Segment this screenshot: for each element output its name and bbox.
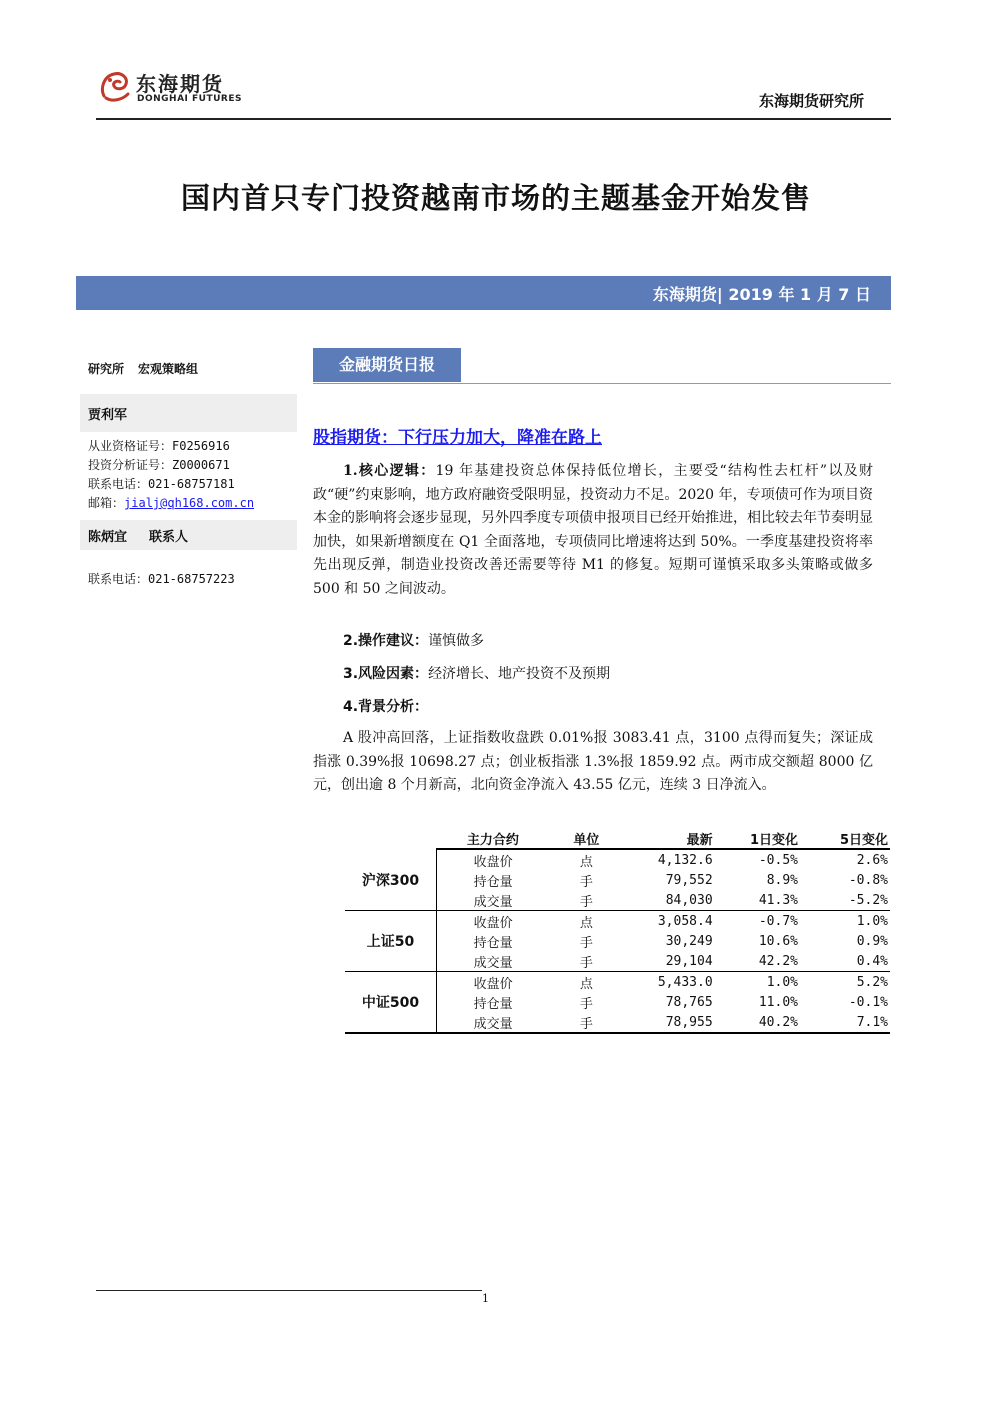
risk-factors [343, 663, 610, 683]
unit-cell: 点 [579, 915, 593, 931]
sidebar-department [88, 360, 212, 377]
change-1d-cell: 40.2% [715, 1012, 800, 1033]
futures-data-table [345, 828, 890, 1034]
header-divider [96, 118, 891, 120]
metric-cell: 成交量 [436, 1012, 549, 1033]
table-row [345, 849, 890, 870]
unit-cell: 点 [579, 976, 593, 992]
analyst-block [80, 394, 297, 432]
change-1d-cell: 41.3% [715, 890, 800, 911]
metric-cell: 成交量 [436, 890, 549, 911]
risk-factors-text: 经济增长、地产投资不及预期 [428, 666, 611, 682]
date-banner [76, 276, 891, 310]
latest-cell: 78,765 [665, 994, 713, 1010]
table-header-contract: 主力合约 [436, 828, 549, 849]
banner-date-text: 东海期货| 2019 年 1 月 7 日 [652, 285, 871, 304]
operation-advice-label: 2.操作建议： [343, 633, 429, 649]
table-row [345, 911, 890, 932]
operation-advice [343, 630, 484, 650]
contract-name-cell: 上证50 [345, 911, 436, 972]
contract-name-cell: 沪深300 [345, 849, 436, 911]
core-logic-paragraph [313, 460, 873, 601]
logo-english-name: DONGHAI FUTURES [137, 94, 242, 104]
unit-cell: 手 [549, 890, 623, 911]
latest-cell: 4,132.6 [657, 852, 713, 868]
table-header-row [345, 828, 890, 849]
institute-name: 东海期货研究所 [758, 92, 864, 110]
change-1d-cell: 11.0% [758, 994, 798, 1010]
unit-cell: 点 [579, 854, 593, 870]
table-header-corner [345, 828, 436, 849]
latest-cell: 3,058.4 [657, 913, 713, 929]
table-body [345, 849, 890, 1033]
latest-cell: 30,249 [665, 933, 713, 949]
company-logo [96, 64, 242, 110]
table-header-1d-change: 1日变化 [715, 828, 800, 849]
qualification-cert: 从业资格证号：F0256916 [88, 439, 230, 453]
unit-cell: 手 [579, 874, 593, 890]
core-logic-text: 19 年基建投资总体保持低位增长，主要受“结构性去杠杆”以及财政“硬”约束影响，地方政府融资受限明显，投资动力不足。2020 年，专项债可作为项目资本金的影响将会逐步显现，另外四季度专项债申报项目已经开始推进，相比较去年节奏明显加快，如果新增额度在 Q1 全面落地，专项债同比增速将达到 50%。一季度基建投资将率先出现反弹，制造业投资改善还需要等待 M1 的修复。短期可谨慎采取多头策略或做多 500 和 50 之间波动。 [313, 463, 874, 597]
change-1d-cell: -0.5% [758, 852, 798, 868]
analyst-name: 贾利军 [88, 408, 128, 423]
contact-role: 联系人 [149, 530, 189, 545]
unit-cell: 手 [549, 951, 623, 972]
contact-block [80, 520, 297, 550]
change-1d-cell: 10.6% [758, 933, 798, 949]
dept-label: 研究所 [88, 362, 125, 376]
change-5d-cell: 0.9% [856, 933, 888, 949]
analyst-email-link[interactable]: jialj@qh168.com.cn [124, 496, 255, 510]
change-5d-cell: 1.0% [856, 913, 888, 929]
table-row [345, 972, 890, 993]
section-tab: 金融期货日报 [313, 348, 461, 382]
change-1d-cell: -0.7% [758, 913, 798, 929]
unit-cell: 手 [579, 996, 593, 1012]
core-logic-label: 1.核心逻辑： [343, 463, 436, 479]
metric-cell: 收盘价 [473, 915, 513, 931]
table-header-unit: 单位 [549, 828, 623, 849]
latest-cell: 78,955 [623, 1012, 714, 1033]
page-number: 1 [482, 1292, 489, 1305]
change-1d-cell: 8.9% [766, 872, 798, 888]
change-5d-cell: -0.8% [848, 872, 888, 888]
change-5d-cell: 5.2% [856, 974, 888, 990]
metric-cell: 持仓量 [473, 996, 513, 1012]
background-analysis-paragraph: A 股冲高回落，上证指数收盘跌 0.01%报 3083.41 点，3100 点得而复失；深证成指涨 0.39%报 10698.27 点；创业板指涨 1.3%报 1859.92 点。两市成交额超 8000 亿元，创出逾 8 个月新高，北向资金净流入 43.55 亿元，连续 3 日净流入。 [313, 730, 873, 793]
metric-cell: 持仓量 [473, 874, 513, 890]
operation-advice-text: 谨慎做多 [428, 633, 485, 649]
contact-phone: 联系电话：021-68757223 [88, 572, 235, 586]
section-subtitle[interactable]: 股指期货：下行压力加大，降准在路上 [313, 428, 602, 448]
analyst-email-row [88, 494, 254, 513]
contact-header [88, 526, 210, 545]
risk-factors-label: 3.风险因素： [343, 666, 429, 682]
analyst-phone: 联系电话：021-68757181 [88, 477, 235, 491]
contact-name: 陈炳宜 [88, 530, 128, 545]
analyst-info [88, 437, 254, 513]
logo-chinese-name: 东海期货 [136, 72, 224, 96]
latest-cell: 29,104 [623, 951, 714, 972]
background-analysis-heading: 4.背景分析： [343, 699, 429, 715]
change-5d-cell: -5.2% [800, 890, 890, 911]
change-5d-cell: 7.1% [800, 1012, 890, 1033]
group-label: 宏观策略组 [138, 362, 199, 376]
metric-cell: 持仓量 [473, 935, 513, 951]
change-5d-cell: -0.1% [848, 994, 888, 1010]
metric-cell: 收盘价 [473, 854, 513, 870]
report-title: 国内首只专门投资越南市场的主题基金开始发售 [180, 181, 811, 215]
unit-cell: 手 [579, 935, 593, 951]
table-header-5d-change: 5日变化 [800, 828, 890, 849]
metric-cell: 收盘价 [473, 976, 513, 992]
latest-cell: 5,433.0 [657, 974, 713, 990]
unit-cell: 手 [549, 1012, 623, 1033]
section-underline [313, 383, 891, 384]
change-1d-cell: 1.0% [766, 974, 798, 990]
footer-divider [96, 1290, 482, 1291]
contract-name-cell: 中证500 [345, 972, 436, 1034]
latest-cell: 84,030 [623, 890, 714, 911]
investment-cert: 投资分析证号：Z0000671 [88, 458, 230, 472]
change-5d-cell: 0.4% [800, 951, 890, 972]
table-header-latest: 最新 [623, 828, 714, 849]
change-5d-cell: 2.6% [856, 852, 888, 868]
dragon-logo-icon [96, 66, 136, 106]
latest-cell: 79,552 [665, 872, 713, 888]
metric-cell: 成交量 [436, 951, 549, 972]
email-label: 邮箱： [88, 496, 125, 510]
change-1d-cell: 42.2% [715, 951, 800, 972]
